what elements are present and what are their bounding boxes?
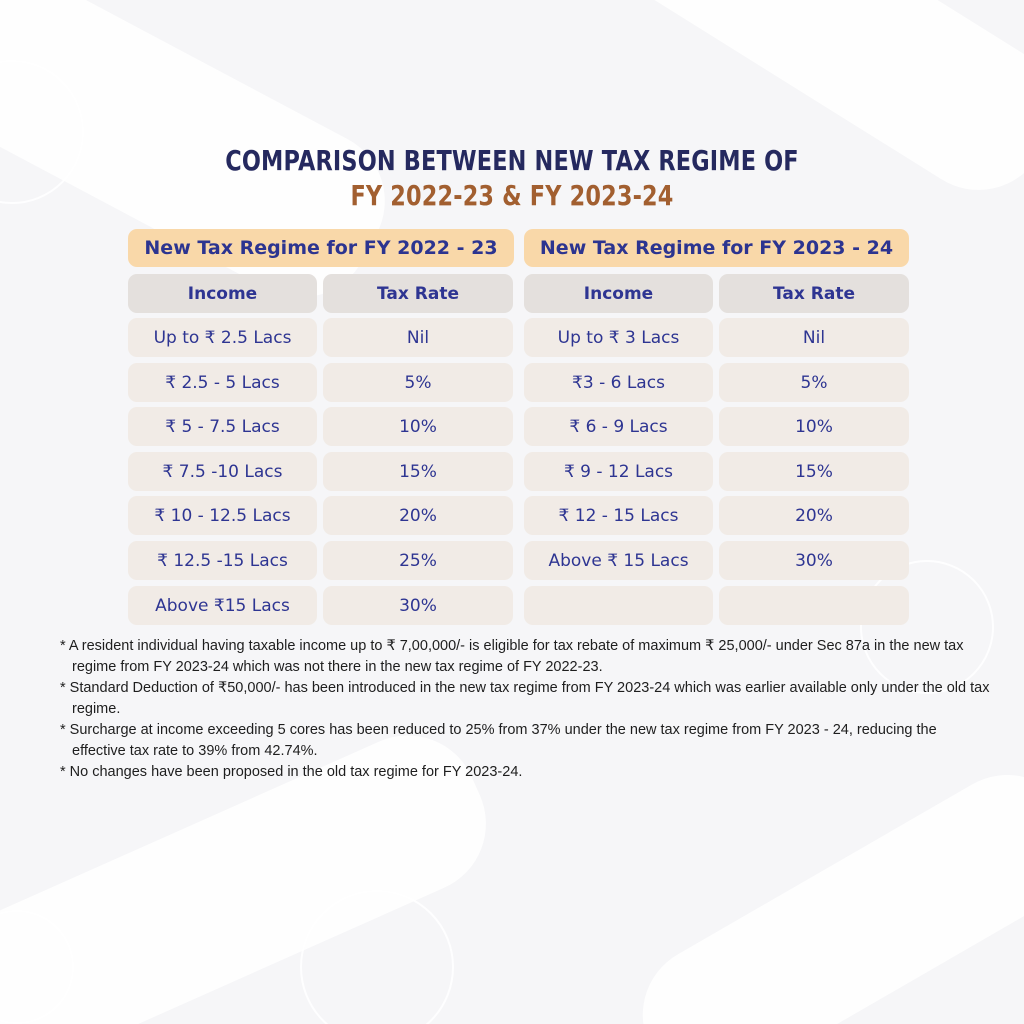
footnote: * Surcharge at income exceeding 5 cores has been reduced to 25% from 37% under the new tax regime from FY 2023 - 24, reducing the effective tax rate to 39% from 42.74%. [60, 722, 937, 759]
income-cell: Up to ₹ 3 Lacs [524, 318, 713, 357]
income-cell: ₹ 7.5 -10 Lacs [128, 452, 317, 491]
tax-rate-cell: Nil [719, 318, 909, 357]
income-cell: ₹ 12.5 -15 Lacs [128, 541, 317, 580]
income-cell: ₹ 5 - 7.5 Lacs [128, 407, 317, 446]
income-cell [524, 586, 713, 625]
page-subtitle: FY 2022-23 & FY 2023-24 [350, 179, 674, 212]
footnote: * Standard Deduction of ₹50,000/- has been introduced in the new tax regime from FY 2023-24 which was earlier available only under the old tax regime. [60, 680, 990, 717]
column-header-income: Income [128, 274, 317, 313]
footnote: * No changes have been proposed in the old tax regime for FY 2023-24. [60, 764, 523, 780]
tax-rate-cell [719, 586, 909, 625]
income-cell: Above ₹ 15 Lacs [524, 541, 713, 580]
column-header-tax-rate: Tax Rate [719, 274, 909, 313]
income-cell: ₹ 2.5 - 5 Lacs [128, 363, 317, 402]
background-ring [300, 890, 454, 1024]
background-shape [617, 749, 1024, 1024]
tax-rate-cell: 5% [719, 363, 909, 402]
income-cell: ₹ 10 - 12.5 Lacs [128, 496, 317, 535]
tax-rate-cell: 30% [719, 541, 909, 580]
column-header-tax-rate: Tax Rate [323, 274, 513, 313]
table-header-fy-2022-23: New Tax Regime for FY 2022 - 23 [128, 229, 514, 267]
tax-rate-cell: 5% [323, 363, 513, 402]
income-cell: ₹3 - 6 Lacs [524, 363, 713, 402]
column-header-income: Income [524, 274, 713, 313]
tax-rate-cell: 20% [323, 496, 513, 535]
tax-rate-cell: 20% [719, 496, 909, 535]
tax-rate-cell: 10% [323, 407, 513, 446]
income-cell: ₹ 6 - 9 Lacs [524, 407, 713, 446]
footnotes [60, 636, 990, 783]
table-header-fy-2023-24: New Tax Regime for FY 2023 - 24 [524, 229, 909, 267]
tax-rate-cell: 15% [719, 452, 909, 491]
page-title: COMPARISON BETWEEN NEW TAX REGIME OF [225, 144, 799, 177]
income-cell: Up to ₹ 2.5 Lacs [128, 318, 317, 357]
tax-rate-cell: 30% [323, 586, 513, 625]
tax-rate-cell: 15% [323, 452, 513, 491]
footnote: * A resident individual having taxable income up to ₹ 7,00,000/- is eligible for tax rebate of maximum ₹ 25,000/- under Sec 87a in the new tax regime from FY 2023-24 which was not there in the new tax regime of FY 2022-23. [60, 638, 964, 675]
income-cell: Above ₹15 Lacs [128, 586, 317, 625]
tax-rate-cell: Nil [323, 318, 513, 357]
income-cell: ₹ 9 - 12 Lacs [524, 452, 713, 491]
income-cell: ₹ 12 - 15 Lacs [524, 496, 713, 535]
tax-rate-cell: 10% [719, 407, 909, 446]
tax-rate-cell: 25% [323, 541, 513, 580]
